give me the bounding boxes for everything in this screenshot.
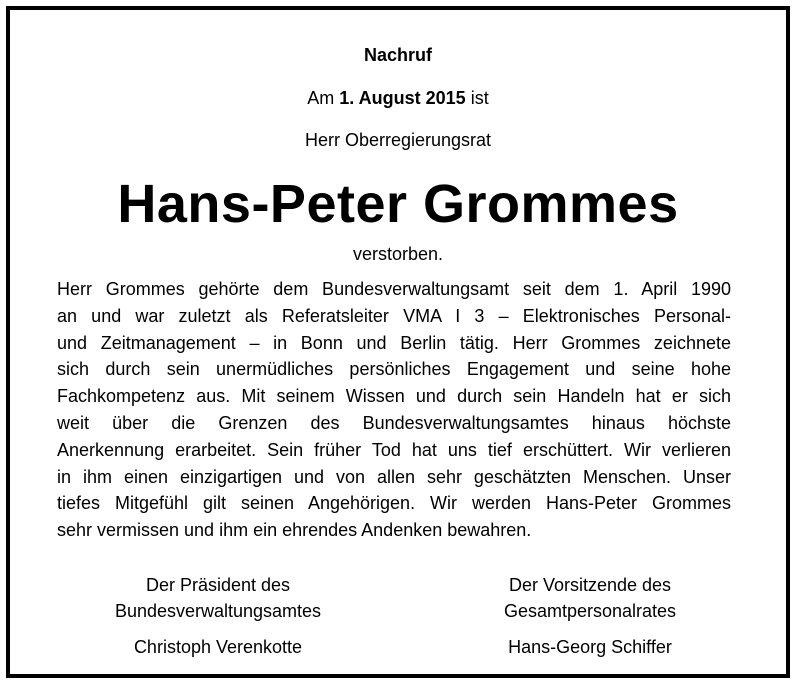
signature-left-name: Christoph Verenkotte	[133, 637, 303, 657]
died-text: verstorben.	[352, 244, 444, 264]
signature-right-name: Hans-Georg Schiffer	[508, 637, 672, 657]
signature-right	[420, 572, 760, 660]
deceased-title: Herr Oberregierungsrat	[304, 130, 492, 150]
date-prefix: Am	[307, 88, 335, 108]
deceased-name: Hans-Peter Grommes	[117, 174, 679, 234]
signature-left-role-line2: Bundesverwaltungsamtes	[114, 601, 322, 621]
body-line: Herr Grommes gehörte dem Bundesverwaltungsamt seit dem 1. April 1990	[57, 279, 731, 299]
body-line: sich durch sein unermüdliches persönliches Engagement und seine hohe	[57, 359, 731, 380]
obituary-body	[57, 276, 731, 544]
body-line: und Zeitmanagement – in Bonn und Berlin tätig. Herr Grommes zeichnete	[57, 332, 731, 353]
date-suffix: ist	[470, 88, 489, 108]
obituary-frame	[6, 6, 790, 678]
notice-heading: Nachruf	[363, 45, 432, 65]
signature-right-role-line1: Der Vorsitzende des	[508, 575, 672, 595]
body-line: Fachkompetenz aus. Mit seinem Wissen und durch sein Handeln hat er sich	[57, 386, 731, 407]
signature-right-role-line2: Gesamtpersonalrates	[503, 601, 677, 621]
body-line: sehr vermissen und ihm ein ehrendes Andenken bewahren.	[57, 520, 532, 541]
death-date: 1. August 2015	[339, 88, 466, 108]
body-line: Anerkennung erarbeitet. Sein früher Tod hat uns tief erschüttert. Wir verlieren	[57, 439, 731, 460]
body-line: weit über die Grenzen des Bundesverwaltungsamtes hinaus höchste	[57, 412, 731, 433]
signature-left-role-line1: Der Präsident des	[145, 575, 291, 595]
date-line	[10, 87, 786, 109]
signature-left	[48, 572, 388, 660]
body-line: tiefes Mitgefühl gilt seinen Angehörigen. Wir werden Hans-Peter Grommes	[57, 493, 731, 514]
body-line: an und war zuletzt als Referatsleiter VMA I 3 – Elektronisches Personal-	[57, 305, 731, 326]
body-line: in ihm einen einzigartigen und von allen sehr geschätzten Menschen. Unser	[57, 466, 731, 487]
